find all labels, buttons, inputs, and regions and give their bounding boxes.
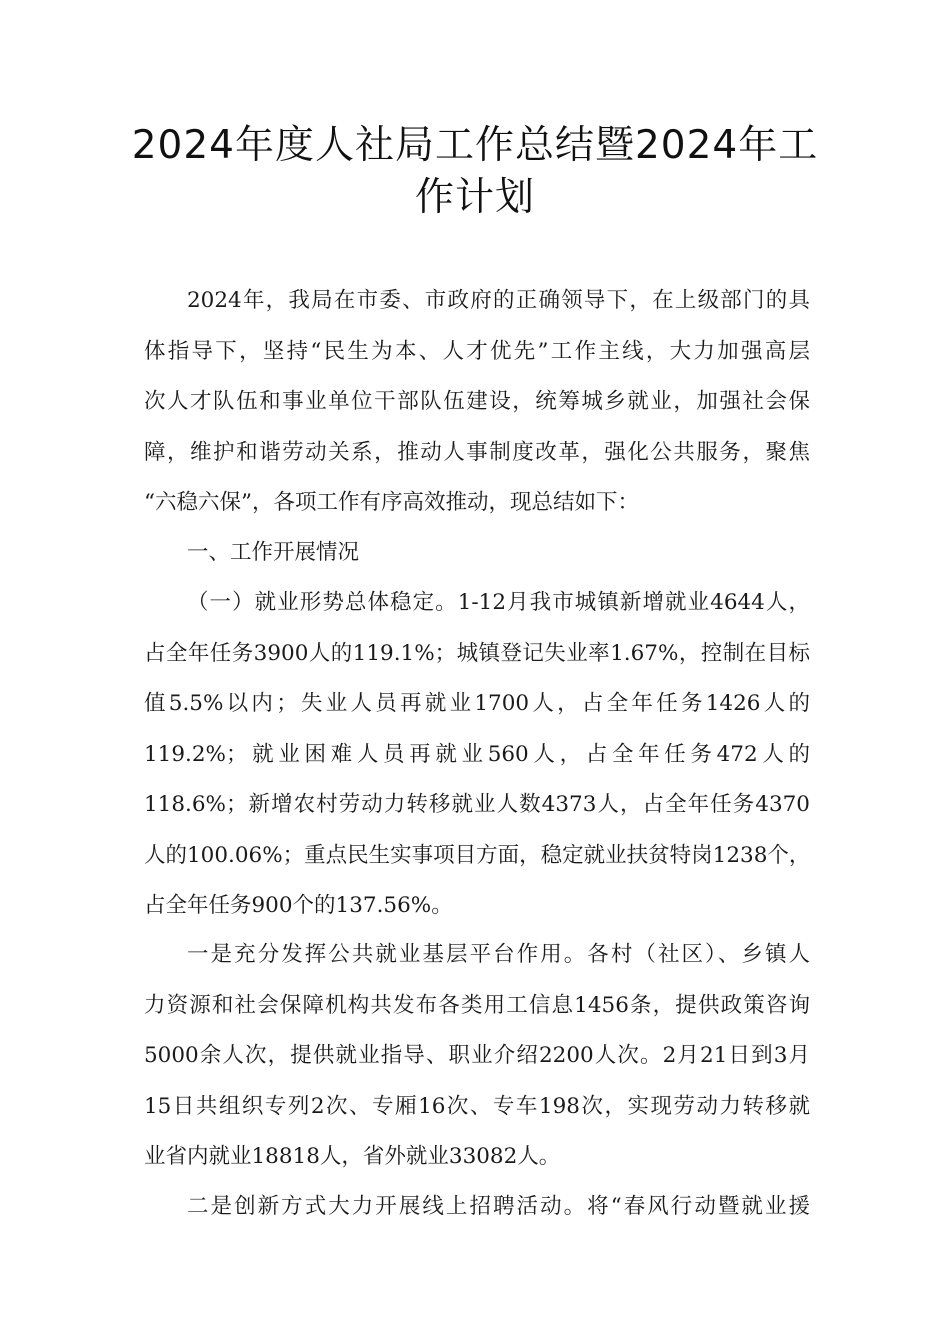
text-line: 一是充分发挥公共就业基层平台作用。各村（社区）、乡镇人 bbox=[187, 942, 810, 967]
text-line: 二是创新方式大力开展线上招聘活动。将“春风行动暨就业援 bbox=[187, 1194, 810, 1219]
text-line: 力资源和社会保障机构共发布各类用工信息1456条，提供政策咨询 bbox=[144, 992, 810, 1018]
title-line: 作计划 bbox=[414, 175, 535, 220]
point-paragraph bbox=[144, 1182, 810, 1233]
text-line: 119.2%；就业困难人员再就业560人，占全年任务472人的 bbox=[144, 741, 810, 767]
title-line: 2024年度人社局工作总结暨2024年工 bbox=[131, 123, 819, 168]
text-line: 2024年，我局在市委、市政府的正确领导下，在上级部门的具 bbox=[187, 288, 810, 313]
text-line: 障，维护和谐劳动关系，推动人事制度改革，强化公共服务，聚焦 bbox=[144, 439, 810, 465]
text-line: 15日共组织专列2次、专厢16次、专车198次，实现劳动力转移就 bbox=[144, 1093, 810, 1119]
text-line: 值5.5%以内；失业人员再就业1700人，占全年任务1426人的 bbox=[144, 691, 810, 716]
text-line: （一）就业形势总体稳定。1-12月我市城镇新增就业4644人， bbox=[187, 590, 810, 615]
intro-paragraph bbox=[144, 276, 810, 529]
section-paragraph bbox=[144, 578, 810, 932]
text-line: 占全年任务3900人的119.1%；城镇登记失业率1.67%，控制在目标 bbox=[144, 640, 810, 666]
text-line: 体指导下，坚持“民生为本、人才优先”工作主线，大力加强高层 bbox=[144, 338, 810, 364]
point-paragraph bbox=[144, 930, 810, 1183]
section-heading bbox=[144, 528, 810, 579]
text-line: “六稳六保”，各项工作有序高效推动，现总结如下： bbox=[144, 490, 639, 515]
text-line: 人的100.06%；重点民生实事项目方面，稳定就业扶贫特岗1238个， bbox=[144, 842, 811, 868]
text-line: 5000余人次，提供就业指导、职业介绍2200人次。2月21日到3月 bbox=[144, 1043, 810, 1068]
text-line: 118.6%；新增农村劳动力转移就业人数4373人，占全年任务4370 bbox=[144, 792, 810, 817]
text-line: 一、工作开展情况 bbox=[187, 540, 360, 565]
text-line: 占全年任务900个的137.56%。 bbox=[144, 893, 453, 918]
text-line: 次人才队伍和事业单位干部队伍建设，统筹城乡就业，加强社会保 bbox=[144, 389, 810, 414]
text-line: 业省内就业18818人，省外就业33082人。 bbox=[144, 1144, 561, 1169]
document-title bbox=[120, 120, 830, 224]
